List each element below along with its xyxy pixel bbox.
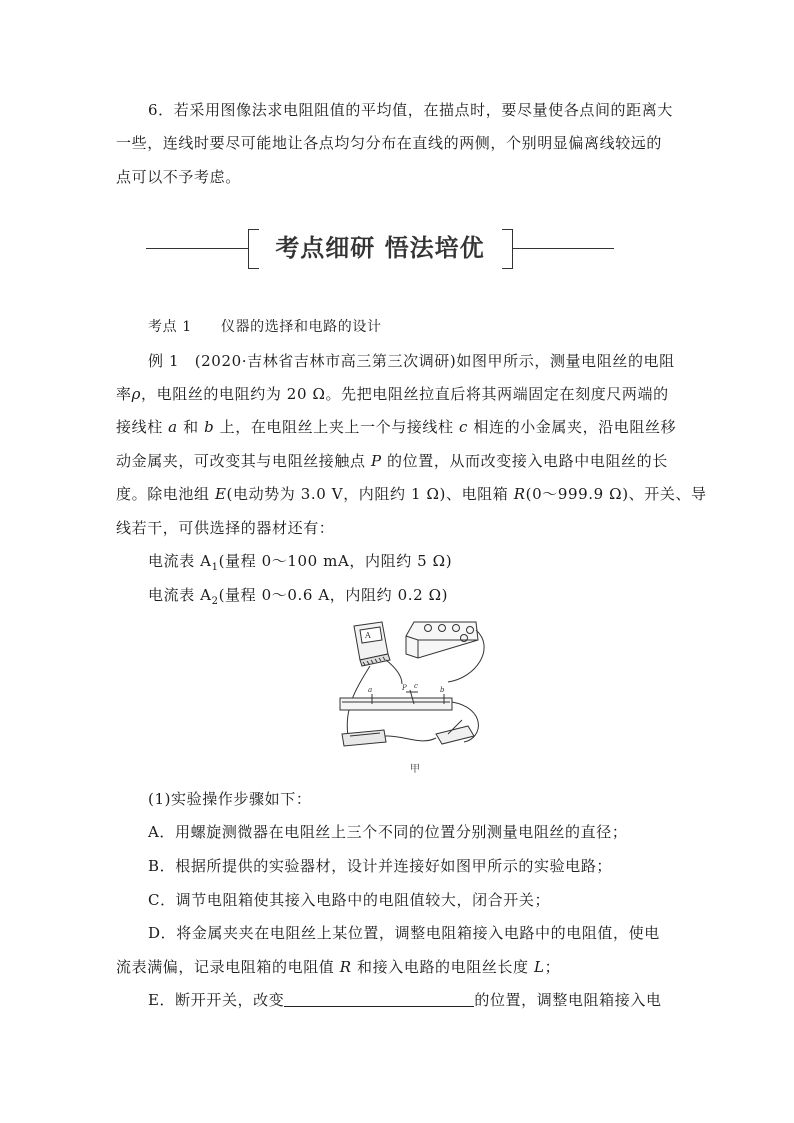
figure-caption: 甲 bbox=[410, 764, 420, 775]
banner-right-rule bbox=[512, 248, 614, 249]
meter-label: A bbox=[365, 631, 371, 640]
example-line-3 bbox=[116, 416, 680, 438]
intro-line-2: 一些，连线时要尽可能地让各点均匀分布在直线的两侧，个别明显偏离线较远的 bbox=[116, 134, 663, 152]
text-span: 流表满偏，记录电阻箱的电阻值 bbox=[116, 958, 340, 976]
text-span: 的位置，调整电阻箱接入电 bbox=[474, 991, 662, 1009]
subscript: 1 bbox=[211, 562, 219, 573]
var-l: L bbox=[534, 958, 545, 976]
text-span: (电动势为 3.0 V，内阻约 1 Ω)、电阻箱 bbox=[226, 485, 514, 503]
circuit-illustration bbox=[336, 618, 496, 758]
answer-blank[interactable] bbox=[284, 990, 474, 1007]
example-line-4 bbox=[116, 450, 680, 472]
circuit-figure bbox=[336, 618, 496, 758]
text-span: 率 bbox=[116, 385, 132, 403]
step-c: C．调节电阻箱使其接入电路中的电阻值较大，闭合开关； bbox=[148, 891, 551, 909]
label-b: b bbox=[440, 686, 445, 694]
example-line-6: 线若干，可供选择的器材还有： bbox=[116, 519, 335, 537]
text-span: 电流表 A bbox=[148, 586, 212, 604]
intro-line-1: 6．若采用图像法求电阻阻值的平均值，在描点时，要尽量使各点间的距离大 bbox=[148, 101, 673, 119]
banner-title: 考点细研 悟法培优 bbox=[275, 233, 485, 262]
label-p: P bbox=[402, 684, 407, 692]
section-banner bbox=[146, 225, 614, 271]
steps-heading: (1)实验操作步骤如下： bbox=[148, 790, 312, 808]
text-span: (0～999.9 Ω)、开关、导 bbox=[525, 485, 707, 503]
var-r: R bbox=[339, 958, 352, 976]
text-span: 上，在电阻丝上夹上一个与接线柱 bbox=[214, 418, 460, 436]
ruler-base bbox=[340, 698, 452, 710]
var-p: P bbox=[370, 452, 382, 470]
text-span: ； bbox=[544, 958, 561, 976]
var-r: R bbox=[513, 485, 526, 503]
switch-base bbox=[436, 726, 474, 744]
var-b: b bbox=[204, 418, 215, 436]
text-span: 和 bbox=[177, 418, 205, 436]
banner-right-bracket bbox=[502, 229, 513, 269]
text-span: (量程 0～0.6 A，内阻约 0.2 Ω) bbox=[218, 586, 449, 604]
text-span: 接线柱 bbox=[116, 418, 169, 436]
var-e: E bbox=[214, 485, 227, 503]
var-a: a bbox=[168, 418, 178, 436]
subscript: 2 bbox=[211, 596, 219, 607]
banner-left-rule bbox=[146, 248, 248, 249]
text-span: 电流表 A bbox=[148, 552, 212, 570]
meter-2-line bbox=[148, 584, 712, 613]
intro-line-3: 点可以不予考虑。 bbox=[116, 168, 241, 186]
example-line-2 bbox=[116, 383, 680, 405]
var-c: c bbox=[459, 418, 469, 436]
var-rho: ρ bbox=[131, 385, 142, 403]
label-a: a bbox=[368, 686, 373, 694]
label-c: c bbox=[414, 682, 418, 690]
text-span: (量程 0～100 mA，内阻约 5 Ω) bbox=[218, 552, 453, 570]
example-line-1: 例 1 (2020·吉林省吉林市高三第三次调研)如图甲所示，测量电阻丝的电阻 bbox=[148, 352, 675, 370]
text-span: 相连的小金属夹，沿电阻丝移 bbox=[468, 418, 677, 436]
step-d-line-1: D．将金属夹夹在电阻丝上某位置，调整电阻箱接入电路中的电阻值，使电 bbox=[148, 924, 660, 942]
step-d-line-2 bbox=[116, 956, 680, 978]
text-span: 动金属夹，可改变其与电阻丝接触点 bbox=[116, 452, 371, 470]
ammeter-face bbox=[360, 627, 382, 643]
battery-holder bbox=[342, 730, 386, 746]
meter-1-line bbox=[148, 550, 712, 579]
text-span: 的位置，从而改变接入电路中电阻丝的长 bbox=[381, 452, 668, 470]
text-span: 和接入电路的电阻丝长度 bbox=[351, 958, 535, 976]
step-b: B．根据所提供的实验器材，设计并连接好如图甲所示的实验电路； bbox=[148, 857, 613, 875]
text-span: 度。除电池组 bbox=[116, 485, 215, 503]
step-e bbox=[148, 989, 712, 1011]
example-line-5 bbox=[116, 483, 707, 505]
text-span: E．断开开关，改变 bbox=[148, 991, 285, 1009]
step-a: A．用螺旋测微器在电阻丝上三个不同的位置分别测量电阻丝的直径； bbox=[148, 823, 628, 841]
banner-left-bracket bbox=[248, 229, 259, 269]
text-span: ，电阻丝的电阻约为 20 Ω。先把电阻丝拉直后将其两端固定在刻度尺两端的 bbox=[141, 385, 669, 403]
section-heading: 考点 1 仪器的选择和电路的设计 bbox=[148, 319, 382, 335]
